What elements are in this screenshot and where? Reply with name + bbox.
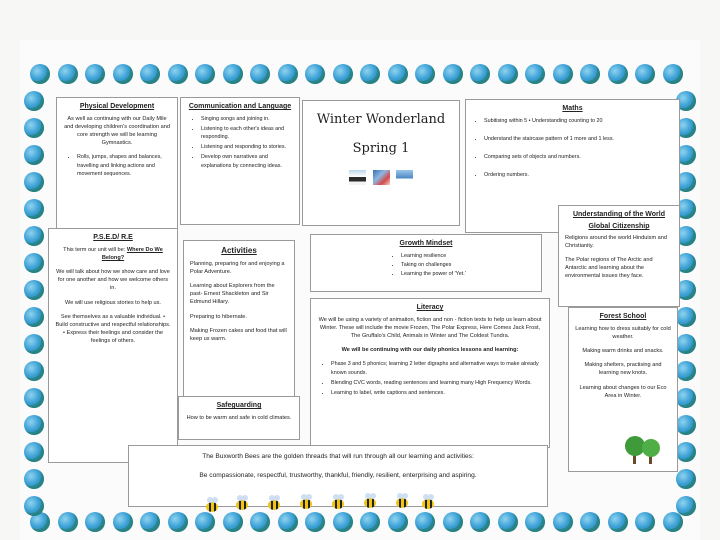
literacy-bullet: • Blending CVC words, reading sentences and learning many High Frequency Words. — [331, 379, 543, 387]
literacy-box — [310, 298, 550, 448]
globe-icon — [140, 64, 160, 84]
literacy-heading: Literacy — [416, 304, 444, 311]
forest-heading: Forest School — [599, 313, 647, 320]
frozen-image — [373, 170, 390, 185]
growth-bullet: • Learning resilience — [401, 252, 535, 260]
globe-icon — [443, 512, 463, 532]
globe-icon — [24, 226, 44, 246]
psed-unit-intro: This term our unit will be: — [63, 247, 127, 253]
uw-heading: Understanding of the World — [572, 211, 666, 218]
safeguarding-box — [178, 396, 300, 440]
globe-icon — [168, 512, 188, 532]
uw-polar: The Polar regions of The Arctic and Antarctic and learning about the environmental issues they face. — [565, 257, 653, 280]
globe-icon — [635, 512, 655, 532]
page-subtitle: Spring 1 — [352, 141, 410, 156]
globe-icon — [676, 415, 696, 435]
communication-box — [180, 97, 300, 225]
globe-icon — [24, 469, 44, 489]
forest-item: Making warm drinks and snacks. — [582, 348, 664, 355]
trees-icon — [623, 432, 663, 466]
uw-religions: Religions around the world Hinduism and Christianity. — [565, 235, 667, 250]
globe-icon — [85, 64, 105, 84]
globe-icon — [24, 172, 44, 192]
globe-icon — [333, 64, 353, 84]
globe-icon — [278, 64, 298, 84]
communication-bullet: • Listening and responding to stories. — [201, 143, 293, 151]
activities-box — [183, 240, 295, 398]
globe-icon — [525, 512, 545, 532]
page-title: Winter Wonderland — [316, 112, 446, 127]
globe-icon — [415, 64, 435, 84]
globe-icon — [388, 64, 408, 84]
globe-icon — [470, 64, 490, 84]
values-line1: The Buxworth Bees are the golden threads that will run through all our learning and activities: — [202, 453, 474, 460]
globe-icon — [635, 64, 655, 84]
activities-item: Preparing to hibernate. — [190, 313, 247, 320]
globe-icon — [85, 512, 105, 532]
bee-icon — [396, 498, 408, 508]
globe-icon — [608, 64, 628, 84]
globe-icon — [223, 512, 243, 532]
globe-icon — [113, 512, 133, 532]
forest-item: Making shelters, practising and learning new knots. — [584, 362, 662, 377]
bee-icon — [364, 498, 376, 508]
maths-heading: Maths — [562, 105, 583, 112]
poster-sheet — [20, 40, 700, 540]
psed-care: We will talk about how we show care and love for one another and how we welcome others in. — [56, 269, 170, 292]
globe-icon — [676, 442, 696, 462]
globe-icon — [30, 64, 50, 84]
globe-icon — [250, 512, 270, 532]
globe-icon — [113, 64, 133, 84]
globe-icon — [24, 91, 44, 111]
globe-icon — [676, 388, 696, 408]
polar-scene-image — [396, 170, 413, 185]
title-box — [302, 100, 460, 226]
globe-icon — [553, 64, 573, 84]
globe-icon — [676, 496, 696, 516]
safeguarding-text: How to be warm and safe in cold climates. — [186, 415, 292, 421]
activities-item: Planning, preparing for and enjoying a Polar Adventure. — [190, 261, 285, 276]
bee-icon — [236, 500, 248, 510]
globe-icon — [415, 512, 435, 532]
growth-mindset-box — [310, 234, 542, 292]
forest-item: Learning about changes to our Eco Area in Winter. — [579, 384, 667, 399]
psed-stories: We will use religious stories to help us. — [65, 299, 161, 306]
psed-heading: P.S.E.D/ R.E — [93, 234, 133, 241]
globe-icon — [24, 145, 44, 165]
literacy-intro: We will be using a variety of animation, fiction and non - fiction texts to help us learn about Winter. These will include the movie Frozen, The Polar Express, Here Comes Jack Frost, The Gruffalo's Child, Animals in Winter and The Coldest Tundra. — [318, 317, 542, 340]
literacy-bullet: • Learning to label, write captions and sentences. — [331, 389, 543, 397]
globe-icon — [360, 64, 380, 84]
globe-icon — [525, 64, 545, 84]
communication-heading: Communication and Language — [188, 103, 292, 110]
globe-icon — [498, 64, 518, 84]
globe-icon — [663, 512, 683, 532]
physical-heading: Physical Development — [79, 103, 155, 110]
growth-bullet: • Taking on challenges — [401, 261, 535, 269]
globe-icon — [195, 512, 215, 532]
globe-icon — [553, 512, 573, 532]
globe-icon — [676, 469, 696, 489]
globe-icon — [58, 512, 78, 532]
psed-unit — [55, 246, 171, 262]
penguins-image — [349, 170, 366, 185]
title-pictures — [309, 170, 453, 190]
literacy-bullet: • Phase 3 and 5 phonics; learning 2 letter digraphs and alternative ways to make already known sounds. — [331, 360, 543, 376]
globe-icon — [24, 280, 44, 300]
globe-icon — [388, 512, 408, 532]
growth-bullet: • Learning the power of 'Yet.' — [401, 270, 535, 278]
globe-icon — [24, 253, 44, 273]
bee-icon — [206, 502, 218, 512]
globe-icon — [24, 118, 44, 138]
globe-icon — [250, 64, 270, 84]
maths-bullet: • Subitising within 5 • Understanding counting to 20 — [484, 117, 673, 125]
bee-icon — [422, 499, 434, 509]
globe-icon — [24, 334, 44, 354]
literacy-phonics-heading: We will be continuing with our daily phonics lessons and learning: — [341, 347, 519, 354]
safeguarding-heading: Safeguarding — [216, 402, 262, 409]
activities-heading: Activities — [221, 246, 257, 255]
globe-icon — [333, 512, 353, 532]
values-line2: Be compassionate, respectful, trustworthy, thankful, friendly, resilient, enterprising and aspiring. — [199, 471, 477, 479]
globe-icon — [360, 512, 380, 532]
maths-bullet: • Comparing sets of objects and numbers. — [484, 153, 673, 161]
bee-icon — [332, 499, 344, 509]
bee-icon — [300, 499, 312, 509]
forest-school-box — [568, 307, 678, 472]
physical-bullet: • Rolls, jumps, shapes and balances, travelling and linking actions and movement sequences. — [77, 153, 171, 177]
globe-icon — [580, 64, 600, 84]
globe-icon — [168, 64, 188, 84]
globe-icon — [443, 64, 463, 84]
activities-item: Learning about Explorers from the past- Ernest Shackleton and Sir Edmund Hillary. — [190, 283, 275, 306]
globe-icon — [24, 388, 44, 408]
globe-icon — [580, 512, 600, 532]
globe-icon — [195, 64, 215, 84]
globe-icon — [24, 415, 44, 435]
globe-icon — [24, 199, 44, 219]
globe-icon — [498, 512, 518, 532]
globe-icon — [24, 496, 44, 516]
globe-icon — [663, 64, 683, 84]
communication-bullet: • Listening to each other's ideas and responding. — [201, 125, 293, 141]
globe-icon — [470, 512, 490, 532]
globe-icon — [676, 334, 696, 354]
physical-intro: As well as continuing with our Daily Mile and developing children's coordination and core strength we will be learning Gymnastics. — [64, 116, 170, 147]
globe-icon — [305, 64, 325, 84]
globe-icon — [58, 64, 78, 84]
globe-icon — [24, 442, 44, 462]
maths-bullet: • Understand the staircase pattern of 1 more and 1 less. — [484, 135, 673, 143]
bee-icon — [268, 500, 280, 510]
globe-icon — [305, 512, 325, 532]
growth-heading: Growth Mindset — [399, 240, 453, 247]
forest-item: Learning how to dress suitably for cold weather. — [575, 326, 671, 341]
psed-box — [48, 228, 178, 463]
globe-icon — [140, 512, 160, 532]
psed-unit-name: Where Do We Belong? — [101, 247, 163, 262]
globe-icon — [278, 512, 298, 532]
maths-bullet: • Ordering numbers. — [484, 171, 673, 179]
communication-bullet: • Singing songs and joining in. — [201, 115, 293, 123]
communication-bullet: • Develop own narratives and explanations by connecting ideas. — [201, 153, 293, 169]
globe-icon — [223, 64, 243, 84]
globe-icon — [676, 361, 696, 381]
globe-icon — [676, 307, 696, 327]
understanding-world-box — [558, 205, 680, 307]
psed-relationships: See themselves as a valuable individual. • Build constructive and respectful relationships. • Express their feelings and consider the feelings of others. — [55, 313, 171, 344]
globe-icon — [24, 361, 44, 381]
globe-icon — [608, 512, 628, 532]
activities-item: Making Frozen cakes and food that will keep us warm. — [190, 327, 287, 342]
globe-icon — [24, 307, 44, 327]
uw-subheading: Global Citizenship — [588, 223, 650, 230]
